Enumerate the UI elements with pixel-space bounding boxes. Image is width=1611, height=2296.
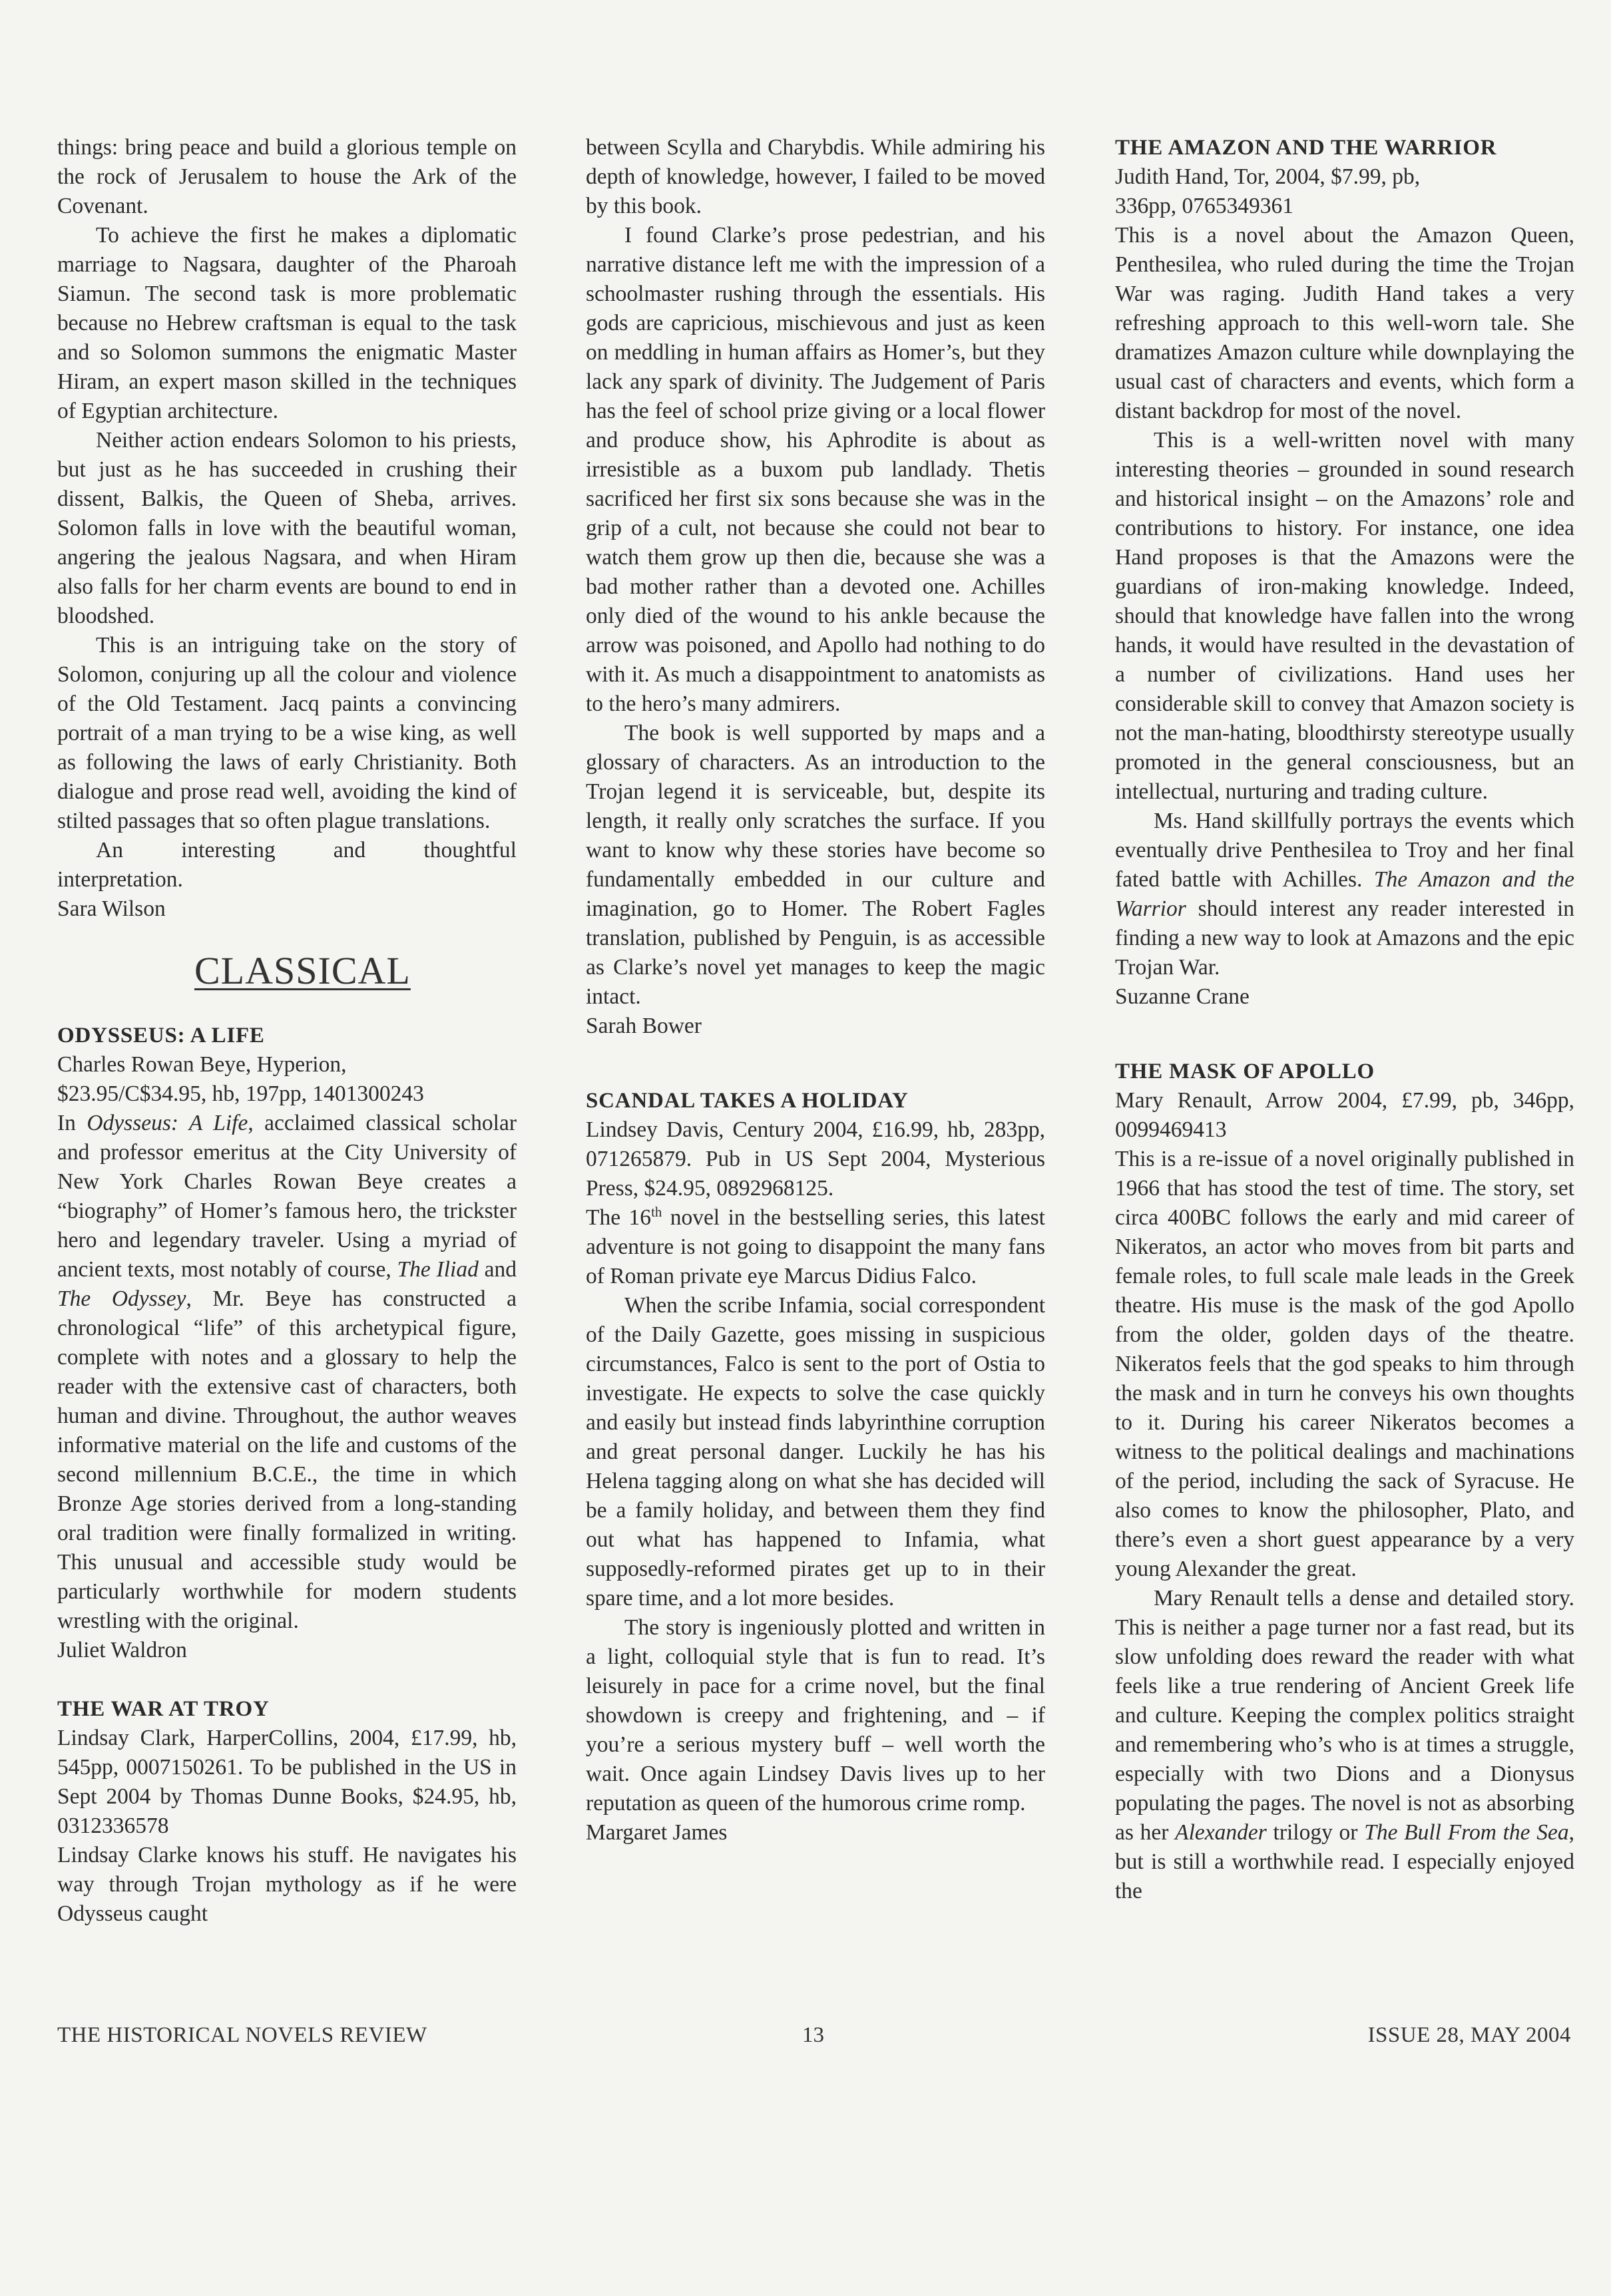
paragraph: The book is well supported by maps and a glossary of characters. As an introduction to the Trojan legend it is serviceable, but, despite its length, it really only scratches the surface. If you want to know why these stories have become so fundamentally embedded in our culture and imagination, go to Homer. The Robert Fagles translation, published by Penguin, is as accessible as Clarke’s novel yet manages to keep the magic intact. — [586, 721, 1045, 1009]
paragraph: Ms. Hand skillfully portrays the events which eventually drive Penthesilea to Troy and her final fated battle with Achilles. The Amazon and the Warrior should interest any reader interested in finding a new way to look at Amazons and the epic Trojan War. — [1115, 809, 1575, 980]
paragraph: An interesting and thoughtful interpretation. — [57, 838, 517, 892]
book-details: Charles Rowan Beye, Hyperion, — [57, 1052, 347, 1077]
column-3 — [1115, 133, 1574, 1906]
book-details: Lindsay Clark, HarperCollins, 2004, £17.99, hb, 545pp, 0007150261. To be published in the US in Sept 2004 by Thomas Dunne Books, $24.95, hb, 0312336578 — [57, 1726, 517, 1838]
reviewer-signature: Suzanne Crane — [1115, 984, 1250, 1009]
column-2 — [586, 133, 1045, 1847]
paragraph: things: bring peace and build a glorious temple on the rock of Jerusalem to house the Ark of the Covenant. — [57, 135, 517, 218]
review-body: In Odysseus: A Life, acclaimed classical scholar and professor emeritus at the City University of New York Charles Rowan Beye creates a “biography” of Homer’s famous hero, the trickster hero and legendary traveler. Using a myriad of ancient texts, most notably of course, The Iliad and The Odyssey, Mr. Beye has constructed a chronological “life” of this archetypical figure, complete with notes and a glossary to help the reader with the extensive cast of characters, both human and divine. Throughout, the author weaves informative material on the life and customs of the second millennium B.C.E., the time in which Bronze Age stories derived from a long-standing oral tradition were finally formalized in writing. This unusual and accessible study would be particularly worthwhile for modern students wrestling with the original. — [57, 1111, 517, 1633]
review-body: This is a novel about the Amazon Queen, Penthesilea, who ruled during the time the Trojan War was raging. Judith Hand takes a very refreshing approach to this well-worn tale. She dramatizes Amazon culture while downplaying the usual cast of characters and events, which form a distant backdrop for most of the novel. — [1115, 223, 1574, 423]
footer-page-number: 13 — [802, 2023, 824, 2047]
footer-issue: ISSUE 28, MAY 2004 — [1367, 2023, 1571, 2047]
book-details: Mary Renault, Arrow 2004, £7.99, pb, 346pp, 0099469413 — [1115, 1088, 1574, 1142]
paragraph: Mary Renault tells a dense and detailed story. This is neither a page turner nor a fast read, but its slow unfolding does reward the reader with what feels like a true rendering of Ancient Greek life and culture. Keeping the complex politics straight and remembering who’s who is at times a struggle, especially with two Dions and a Dionysus populating the pages. The novel is not as absorbing as her Alexander trilogy or The Bull From the Sea, but is still a worthwhile read. I especially enjoyed the — [1115, 1586, 1575, 1903]
review-body: The 16th novel in the bestselling series, this latest adventure is not going to disappoint the many fans of Roman private eye Marcus Didius Falco. — [586, 1204, 1045, 1288]
review-body: Lindsay Clarke knows his stuff. He navigates his way through Trojan mythology as if he were Odysseus caught — [57, 1843, 517, 1926]
review-title-amazon: THE AMAZON AND THE WARRIOR — [1115, 136, 1497, 160]
reviewer-signature: Sara Wilson — [57, 896, 166, 921]
book-details: Lindsey Davis, Century 2004, £16.99, hb, 283pp, 071265879. Pub in US Sept 2004, Mysterious Press, $24.95, 0892968125. — [586, 1117, 1045, 1201]
paragraph: To achieve the first he makes a diplomatic marriage to Nagsara, daughter of the Pharoah Siamun. The second task is more problematic because no Hebrew craftsman is equal to the task and so Solomon summons the enigmatic Master Hiram, an expert mason skilled in the techniques of Egyptian architecture. — [57, 223, 517, 423]
paragraph: Neither action endears Solomon to his priests, but just as he has succeeded in crushing their dissent, Balkis, the Queen of Sheba, arrives. Solomon falls in love with the beautiful woman, angering the jealous Nagsara, and when Hiram also falls for her charm events are bound to end in bloodshed. — [57, 428, 517, 628]
paragraph: I found Clarke’s prose pedestrian, and his narrative distance left me with the impression of a schoolmaster rushing through the essentials. His gods are capricious, mischievous and just as keen on meddling in human affairs as Homer’s, but they lack any spark of divinity. The Judgement of Paris has the feel of school prize giving or a local flower and produce show, his Aphrodite is about as irresistible as a buxom pub landlady. Thetis sacrificed her first six sons because she was in the grip of a cult, not because she could not bear to watch them grow up then die, because she was a bad mother rather than a devoted one. Achilles only died of the wound to his ankle because the arrow was poisoned, and Apollo had nothing to do with it. As much a disappointment to anatomists as to the hero’s many admirers. — [586, 223, 1045, 716]
reviewer-signature: Margaret James — [586, 1820, 728, 1845]
section-heading-classical: CLASSICAL — [194, 949, 411, 992]
review-body: This is a re-issue of a novel originally published in 1966 that has stood the test of time. The story, set circa 400BC follows the early and mid career of Nikeratos, an actor who moves from bit parts and female roles, to full scale male leads in the Greek theatre. His muse is the mask of the god Apollo from the older, golden days of the theatre. Nikeratos feels that the god speaks to him through the mask and in turn he conveys his own thoughts to it. During his career Nikeratos becomes a witness to the political dealings and machinations of the period, including the sack of Syracuse. He also comes to know the philosopher, Plato, and there’s even a short guest appearance by a very young Alexander the great. — [1115, 1147, 1574, 1581]
book-details: Judith Hand, Tor, 2004, $7.99, pb, — [1115, 164, 1421, 189]
footer-publication: THE HISTORICAL NOVELS REVIEW — [57, 2023, 427, 2047]
reviewer-signature: Juliet Waldron — [57, 1638, 187, 1662]
book-details: 336pp, 0765349361 — [1115, 194, 1293, 218]
review-title-scandal: SCANDAL TAKES A HOLIDAY — [586, 1089, 909, 1113]
review-title-apollo: THE MASK OF APOLLO — [1115, 1059, 1375, 1083]
review-title-odysseus: ODYSSEUS: A LIFE — [57, 1024, 265, 1048]
paragraph: When the scribe Infamia, social correspondent of the Daily Gazette, goes missing in suspicious circumstances, Falco is sent to the port of Ostia to investigate. He expects to solve the case quickly and easily but instead finds labyrinthine corruption and great personal danger. Luckily he has his Helena tagging along on what she has decided will be a family holiday, and between them they find out what has happened to Infamia, what supposedly-reformed pirates get up to in their spare time, and a lot more besides. — [586, 1293, 1045, 1611]
reviewer-signature: Sarah Bower — [586, 1014, 702, 1038]
paragraph: between Scylla and Charybdis. While admiring his depth of knowledge, however, I failed to be moved by this book. — [586, 135, 1045, 218]
book-details: $23.95/C$34.95, hb, 197pp, 1401300243 — [57, 1081, 424, 1106]
paragraph: This is an intriguing take on the story of Solomon, conjuring up all the colour and violence of the Old Testament. Jacq paints a convincing portrait of a man trying to be a wise king, as well as following the laws of early Christianity. Both dialogue and prose read well, avoiding the kind of stilted passages that so often plague translations. — [57, 633, 517, 833]
paragraph: The story is ingeniously plotted and written in a light, colloquial style that is fun to read. It’s leisurely in pace for a crime novel, but the final showdown is creepy and frightening, and – if you’re a serious mystery buff – well worth the wait. Once again Lindsey Davis lives up to her reputation as queen of the humorous crime romp. — [586, 1615, 1045, 1816]
column-1 — [57, 133, 517, 1929]
paragraph: This is a well-written novel with many interesting theories – grounded in sound research and historical insight – on the Amazons’ role and contributions to history. For instance, one idea Hand proposes is that the Amazons were the guardians of iron-making knowledge. Indeed, should that knowledge have fallen into the wrong hands, it would have resulted in the devastation of a number of civilizations. Hand uses her considerable skill to convey that Amazon society is not the man-hating, bloodthirsty stereotype usually promoted in the general consciousness, but an intellectual, nurturing and trading culture. — [1115, 428, 1574, 804]
review-title-troy: THE WAR AT TROY — [57, 1697, 270, 1721]
